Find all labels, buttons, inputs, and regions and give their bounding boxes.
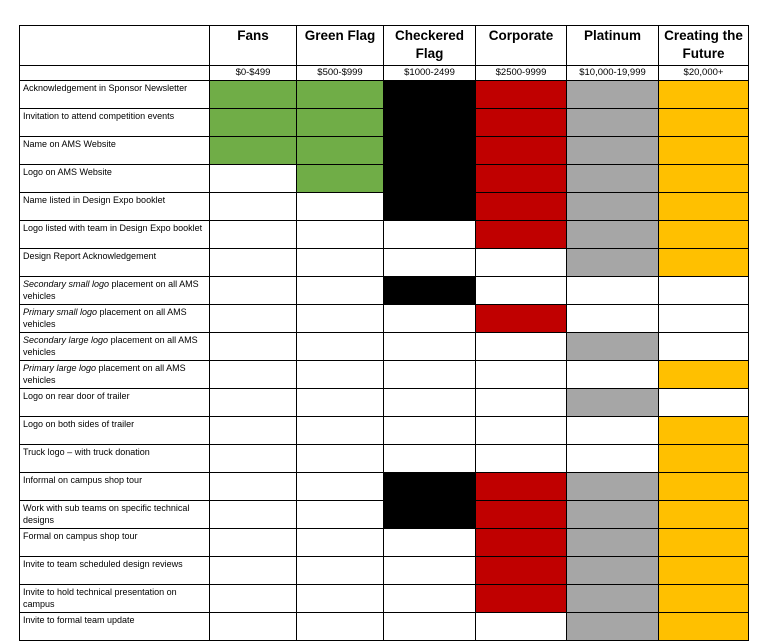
benefit-label-text: placement on all AMS vehicles [23,279,199,301]
tier-cell-grey [567,249,659,277]
tier-cell-black [384,277,476,305]
tier-cell-red [476,529,567,557]
tier-cell-none [210,165,297,193]
tier-price: $20,000+ [659,66,749,81]
tier-cell-black [384,109,476,137]
tier-cell-none [297,501,384,529]
tier-cell-none [659,333,749,361]
benefit-label [20,221,210,249]
tier-cell-gold [659,361,749,389]
tier-cell-green [297,137,384,165]
tier-cell-none [297,249,384,277]
tier-cell-none [297,473,384,501]
tier-cell-red [476,221,567,249]
tier-price: $1000-2499 [384,66,476,81]
benefit-label [20,193,210,221]
tier-cell-gold [659,529,749,557]
benefit-label-text: Invite to hold technical presentation on campus [23,587,177,609]
tier-name-row [20,26,749,66]
tier-cell-grey [567,221,659,249]
tier-cell-gold [659,137,749,165]
tier-cell-none [567,361,659,389]
tier-cell-none [210,333,297,361]
tier-cell-green [297,165,384,193]
tier-price: $10,000-19,999 [567,66,659,81]
tier-cell-grey [567,165,659,193]
tier-cell-none [384,333,476,361]
tier-cell-none [476,389,567,417]
tier-cell-gold [659,249,749,277]
benefit-row [20,81,749,109]
tier-cell-none [210,501,297,529]
sponsorship-tier-table [19,25,749,641]
tier-cell-none [297,361,384,389]
benefit-label [20,445,210,473]
tier-cell-none [567,417,659,445]
benefit-row [20,165,749,193]
tier-cell-gold [659,109,749,137]
tier-cell-red [476,193,567,221]
tier-cell-grey [567,81,659,109]
tier-cell-green [210,109,297,137]
tier-cell-red [476,305,567,333]
tier-header: Green Flag [297,26,384,66]
tier-cell-grey [567,529,659,557]
tier-cell-none [567,445,659,473]
tier-price-row [20,66,749,81]
tier-cell-none [210,417,297,445]
tier-cell-red [476,473,567,501]
tier-cell-none [476,361,567,389]
benefit-rows [20,81,749,641]
tier-cell-none [384,389,476,417]
benefit-label-text: Truck logo – with truck donation [23,447,150,457]
tier-cell-none [659,389,749,417]
tier-cell-none [384,529,476,557]
tier-cell-none [384,417,476,445]
tier-cell-none [476,445,567,473]
tier-cell-none [297,389,384,417]
tier-cell-none [384,361,476,389]
tier-cell-gold [659,417,749,445]
tier-cell-grey [567,333,659,361]
benefit-label-text: Logo on both sides of trailer [23,419,135,429]
benefit-label [20,305,210,333]
tier-cell-black [384,193,476,221]
tier-cell-none [297,277,384,305]
tier-cell-none [210,557,297,585]
benefit-label [20,333,210,361]
tier-cell-black [384,137,476,165]
tier-cell-none [476,417,567,445]
corner-cell [20,66,210,81]
tier-cell-none [297,221,384,249]
benefit-label-emphasis: Secondary small logo [23,279,110,289]
benefit-label [20,529,210,557]
benefit-label-text: Formal on campus shop tour [23,531,138,541]
benefit-label-emphasis: Primary small logo [23,307,98,317]
benefit-label-emphasis: Primary large logo [23,363,97,373]
benefit-label [20,249,210,277]
tier-cell-none [210,277,297,305]
tier-cell-none [210,473,297,501]
benefit-label [20,417,210,445]
tier-cell-none [476,277,567,305]
tier-cell-red [476,501,567,529]
benefit-row [20,529,749,557]
tier-cell-none [659,277,749,305]
tier-cell-gold [659,81,749,109]
benefit-label-text: Logo on AMS Website [23,167,112,177]
tier-cell-gold [659,193,749,221]
benefit-row [20,585,749,613]
benefit-row [20,249,749,277]
benefit-label-text: Name on AMS Website [23,139,116,149]
tier-cell-none [297,193,384,221]
tier-cell-none [210,529,297,557]
benefit-label [20,557,210,585]
tier-cell-none [567,305,659,333]
benefit-row [20,417,749,445]
tier-cell-grey [567,109,659,137]
tier-cell-none [384,249,476,277]
benefit-label [20,585,210,613]
tier-cell-red [476,557,567,585]
tier-cell-grey [567,473,659,501]
tier-cell-none [297,417,384,445]
tier-cell-none [476,333,567,361]
tier-cell-grey [567,137,659,165]
benefit-label-text: placement on all AMS vehicles [23,363,186,385]
tier-cell-black [384,473,476,501]
tier-cell-none [384,557,476,585]
benefit-row [20,221,749,249]
tier-cell-none [210,585,297,613]
benefit-label-text: Invitation to attend competition events [23,111,175,121]
tier-cell-gold [659,445,749,473]
benefit-row [20,361,749,389]
tier-cell-green [210,137,297,165]
tier-cell-gold [659,473,749,501]
benefit-label-text: Name listed in Design Expo booklet [23,195,166,205]
tier-cell-green [210,81,297,109]
tier-cell-grey [567,389,659,417]
tier-cell-none [476,249,567,277]
tier-cell-none [210,361,297,389]
tier-cell-none [297,529,384,557]
tier-cell-none [297,585,384,613]
tier-header: Fans [210,26,297,66]
tier-cell-green [297,81,384,109]
benefit-label [20,165,210,193]
tier-cell-red [476,137,567,165]
benefit-row [20,193,749,221]
tier-header: Corporate [476,26,567,66]
tier-cell-grey [567,193,659,221]
tier-price: $2500-9999 [476,66,567,81]
benefit-label-text: Invite to team scheduled design reviews [23,559,183,569]
tier-cell-gold [659,501,749,529]
benefit-label-text: Work with sub teams on specific technical designs [23,503,190,525]
tier-cell-black [384,165,476,193]
tier-cell-none [210,305,297,333]
benefit-row [20,137,749,165]
tier-cell-none [210,249,297,277]
tier-cell-grey [567,501,659,529]
tier-cell-none [567,277,659,305]
tier-cell-none [659,305,749,333]
tier-cell-none [210,221,297,249]
corner-cell [20,26,210,66]
benefit-label-text: Informal on campus shop tour [23,475,143,485]
tier-cell-gold [659,585,749,613]
benefit-row [20,557,749,585]
benefit-row [20,389,749,417]
benefit-row [20,501,749,529]
benefit-label [20,277,210,305]
tier-cell-none [297,333,384,361]
tier-header: Creating the Future [659,26,749,66]
tier-cell-none [297,305,384,333]
benefit-label-text: Acknowledgement in Sponsor Newsletter [23,83,188,93]
benefit-label [20,361,210,389]
tier-cell-gold [659,557,749,585]
benefit-label-text: Logo listed with team in Design Expo booklet [23,223,203,233]
benefit-label [20,389,210,417]
tier-cell-none [384,221,476,249]
tier-cell-red [476,585,567,613]
tier-cell-none [210,445,297,473]
tier-cell-none [210,389,297,417]
tier-cell-gold [659,165,749,193]
benefit-row [20,333,749,361]
tier-cell-none [297,445,384,473]
tier-cell-none [210,193,297,221]
benefit-label [20,501,210,529]
benefit-row [20,445,749,473]
benefit-row [20,305,749,333]
tier-header: Checkered Flag [384,26,476,66]
benefit-label-text: Design Report Acknowledgement [23,251,157,261]
tier-header: Platinum [567,26,659,66]
benefit-label-emphasis: Secondary large logo [23,335,109,345]
benefit-label [20,137,210,165]
benefit-label-text: placement on all AMS vehicles [23,307,187,329]
tier-cell-red [476,109,567,137]
benefit-label-text: Invite to formal team update [23,615,135,625]
benefit-label-text: Logo on rear door of trailer [23,391,130,401]
benefit-label [20,109,210,137]
tier-cell-grey [567,557,659,585]
tier-cell-none [297,557,384,585]
tier-price: $0-$499 [210,66,297,81]
benefit-label [20,81,210,109]
tier-cell-none [384,445,476,473]
tier-cell-red [476,165,567,193]
benefit-row [20,473,749,501]
tier-cell-red [476,81,567,109]
tier-cell-grey [567,585,659,613]
benefit-label [20,473,210,501]
tier-cell-none [384,305,476,333]
benefit-row [20,277,749,305]
tier-cell-green [297,109,384,137]
benefit-row [20,109,749,137]
tier-cell-black [384,501,476,529]
benefit-label-text: placement on all AMS vehicles [23,335,198,357]
tier-cell-black [384,81,476,109]
tier-cell-none [384,585,476,613]
tier-cell-gold [659,221,749,249]
tier-price: $500-$999 [297,66,384,81]
